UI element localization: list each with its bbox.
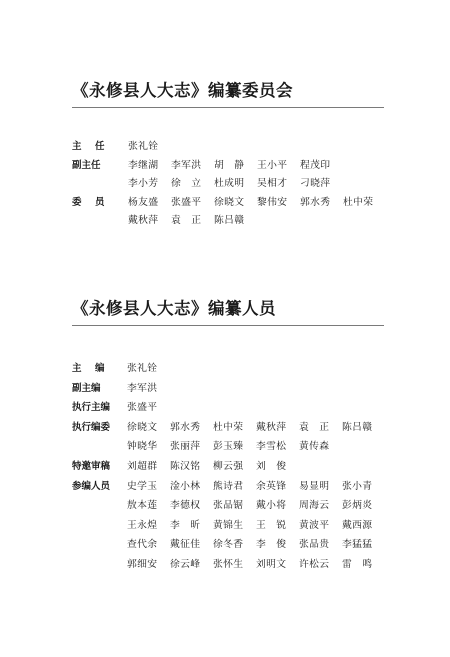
person-name: 袁 正	[299, 421, 330, 433]
person-name: 史学玉	[127, 480, 158, 492]
person-name: 杜成明	[214, 178, 245, 189]
staff-title: 《永修县人大志》编纂人员	[72, 299, 276, 318]
role-label: 特邀审稿	[72, 460, 111, 472]
person-name: 张品锯	[213, 500, 244, 512]
name-row	[72, 212, 392, 231]
name-row	[72, 535, 392, 555]
person-name: 徐云峰	[170, 558, 201, 570]
person-name: 刘超群	[127, 460, 158, 472]
role-label: 主 任	[72, 141, 107, 152]
person-name: 张怀生	[213, 558, 244, 570]
title-divider	[72, 107, 384, 108]
person-name: 彭炳炎	[342, 500, 373, 512]
person-name: 黄传森	[299, 441, 330, 453]
person-name: 余英锋	[256, 480, 287, 492]
person-name: 钟晓华	[127, 441, 158, 453]
name-row	[72, 516, 392, 536]
role-label: 副主任	[72, 159, 101, 171]
person-name: 周海云	[299, 500, 330, 512]
staff-section	[72, 298, 384, 570]
role-block	[72, 457, 392, 477]
person-name: 杜中荣	[343, 196, 374, 208]
person-name: 刘 俊	[256, 460, 287, 472]
role-block	[72, 359, 392, 379]
person-name: 许松云	[299, 558, 330, 570]
person-name: 戴西源	[342, 519, 373, 531]
person-name: 张礼铨	[128, 141, 159, 152]
person-name: 查代余	[127, 539, 158, 551]
name-row	[72, 194, 392, 213]
person-name: 李 俊	[256, 539, 287, 551]
person-name: 戴征佳	[170, 539, 201, 551]
name-row	[72, 359, 392, 379]
person-name: 敖本莲	[127, 500, 158, 512]
person-name: 杜中荣	[213, 421, 244, 433]
name-row	[72, 379, 392, 399]
person-name: 黄波平	[299, 519, 330, 531]
role-block	[72, 418, 392, 457]
person-name: 李继湖	[128, 159, 159, 171]
person-name: 李 昕	[170, 519, 201, 531]
name-row	[72, 398, 392, 418]
person-name: 王小平	[257, 159, 288, 171]
person-name: 雷 鸣	[342, 558, 373, 570]
person-name: 袁 正	[171, 215, 202, 226]
person-name: 程茂印	[300, 159, 331, 171]
role-label: 委 员	[72, 196, 107, 208]
committee-roster	[72, 138, 392, 231]
person-name: 黎伟安	[257, 196, 288, 208]
name-row	[72, 437, 392, 457]
person-name: 熊诗君	[213, 480, 244, 492]
person-name: 王 锐	[256, 519, 287, 531]
person-name: 柳云强	[213, 460, 244, 472]
person-name: 张盛平	[171, 196, 202, 208]
person-name: 郭细安	[127, 558, 158, 570]
person-name: 张品贵	[299, 539, 330, 551]
person-name: 吴相才	[257, 178, 288, 189]
committee-title: 《永修县人大志》编纂委员会	[72, 81, 293, 100]
person-name: 李猛猛	[342, 539, 373, 551]
person-name: 陈汉铭	[170, 460, 201, 472]
person-name: 戴秋萍	[128, 215, 159, 226]
role-block	[72, 379, 392, 399]
person-name: 杨友盛	[128, 196, 159, 208]
title-divider	[72, 325, 384, 326]
person-name: 郭水秀	[300, 196, 331, 208]
role-label: 执行编委	[72, 421, 111, 433]
person-name: 彭玉臻	[213, 441, 244, 453]
role-label: 副主编	[72, 382, 101, 394]
name-row	[72, 555, 392, 575]
person-name: 张盛平	[127, 402, 158, 414]
role-block	[72, 477, 392, 575]
person-name: 徐冬香	[213, 539, 244, 551]
role-label: 参编人员	[72, 480, 111, 492]
person-name: 徐晓文	[214, 196, 245, 208]
role-block	[72, 194, 392, 231]
committee-section	[72, 80, 384, 226]
person-name: 张小青	[342, 480, 373, 492]
role-label: 主 编	[72, 363, 107, 374]
person-name: 陈吕赣	[342, 421, 373, 433]
role-block	[72, 157, 392, 194]
person-name: 李小芳	[128, 178, 159, 189]
person-name: 胡 静	[214, 159, 245, 171]
person-name: 易显明	[299, 480, 330, 492]
name-row	[72, 418, 392, 438]
person-name: 张礼铨	[127, 363, 158, 374]
name-row	[72, 157, 392, 176]
person-name: 李军洪	[127, 382, 158, 394]
person-name: 徐 立	[171, 178, 202, 189]
staff-roster	[72, 359, 392, 575]
person-name: 陈吕赣	[214, 215, 245, 226]
role-block	[72, 138, 392, 157]
person-name: 刁晓萍	[300, 178, 331, 189]
person-name: 李军洪	[171, 159, 202, 171]
person-name: 郭水秀	[170, 421, 201, 433]
name-row	[72, 457, 392, 477]
name-row	[72, 138, 392, 157]
name-row	[72, 175, 392, 194]
role-block	[72, 398, 392, 418]
person-name: 李雪松	[256, 441, 287, 453]
person-name: 刘明文	[256, 558, 287, 570]
name-row	[72, 477, 392, 497]
person-name: 徐晓文	[127, 421, 158, 433]
person-name: 王永煌	[127, 519, 158, 531]
person-name: 戴秋萍	[256, 421, 287, 433]
person-name: 戴小将	[256, 500, 287, 512]
person-name: 黄锦生	[213, 519, 244, 531]
person-name: 淦小林	[170, 480, 201, 492]
name-row	[72, 496, 392, 516]
person-name: 李德权	[170, 500, 201, 512]
person-name: 张丽萍	[170, 441, 201, 453]
role-label: 执行主编	[72, 402, 111, 414]
